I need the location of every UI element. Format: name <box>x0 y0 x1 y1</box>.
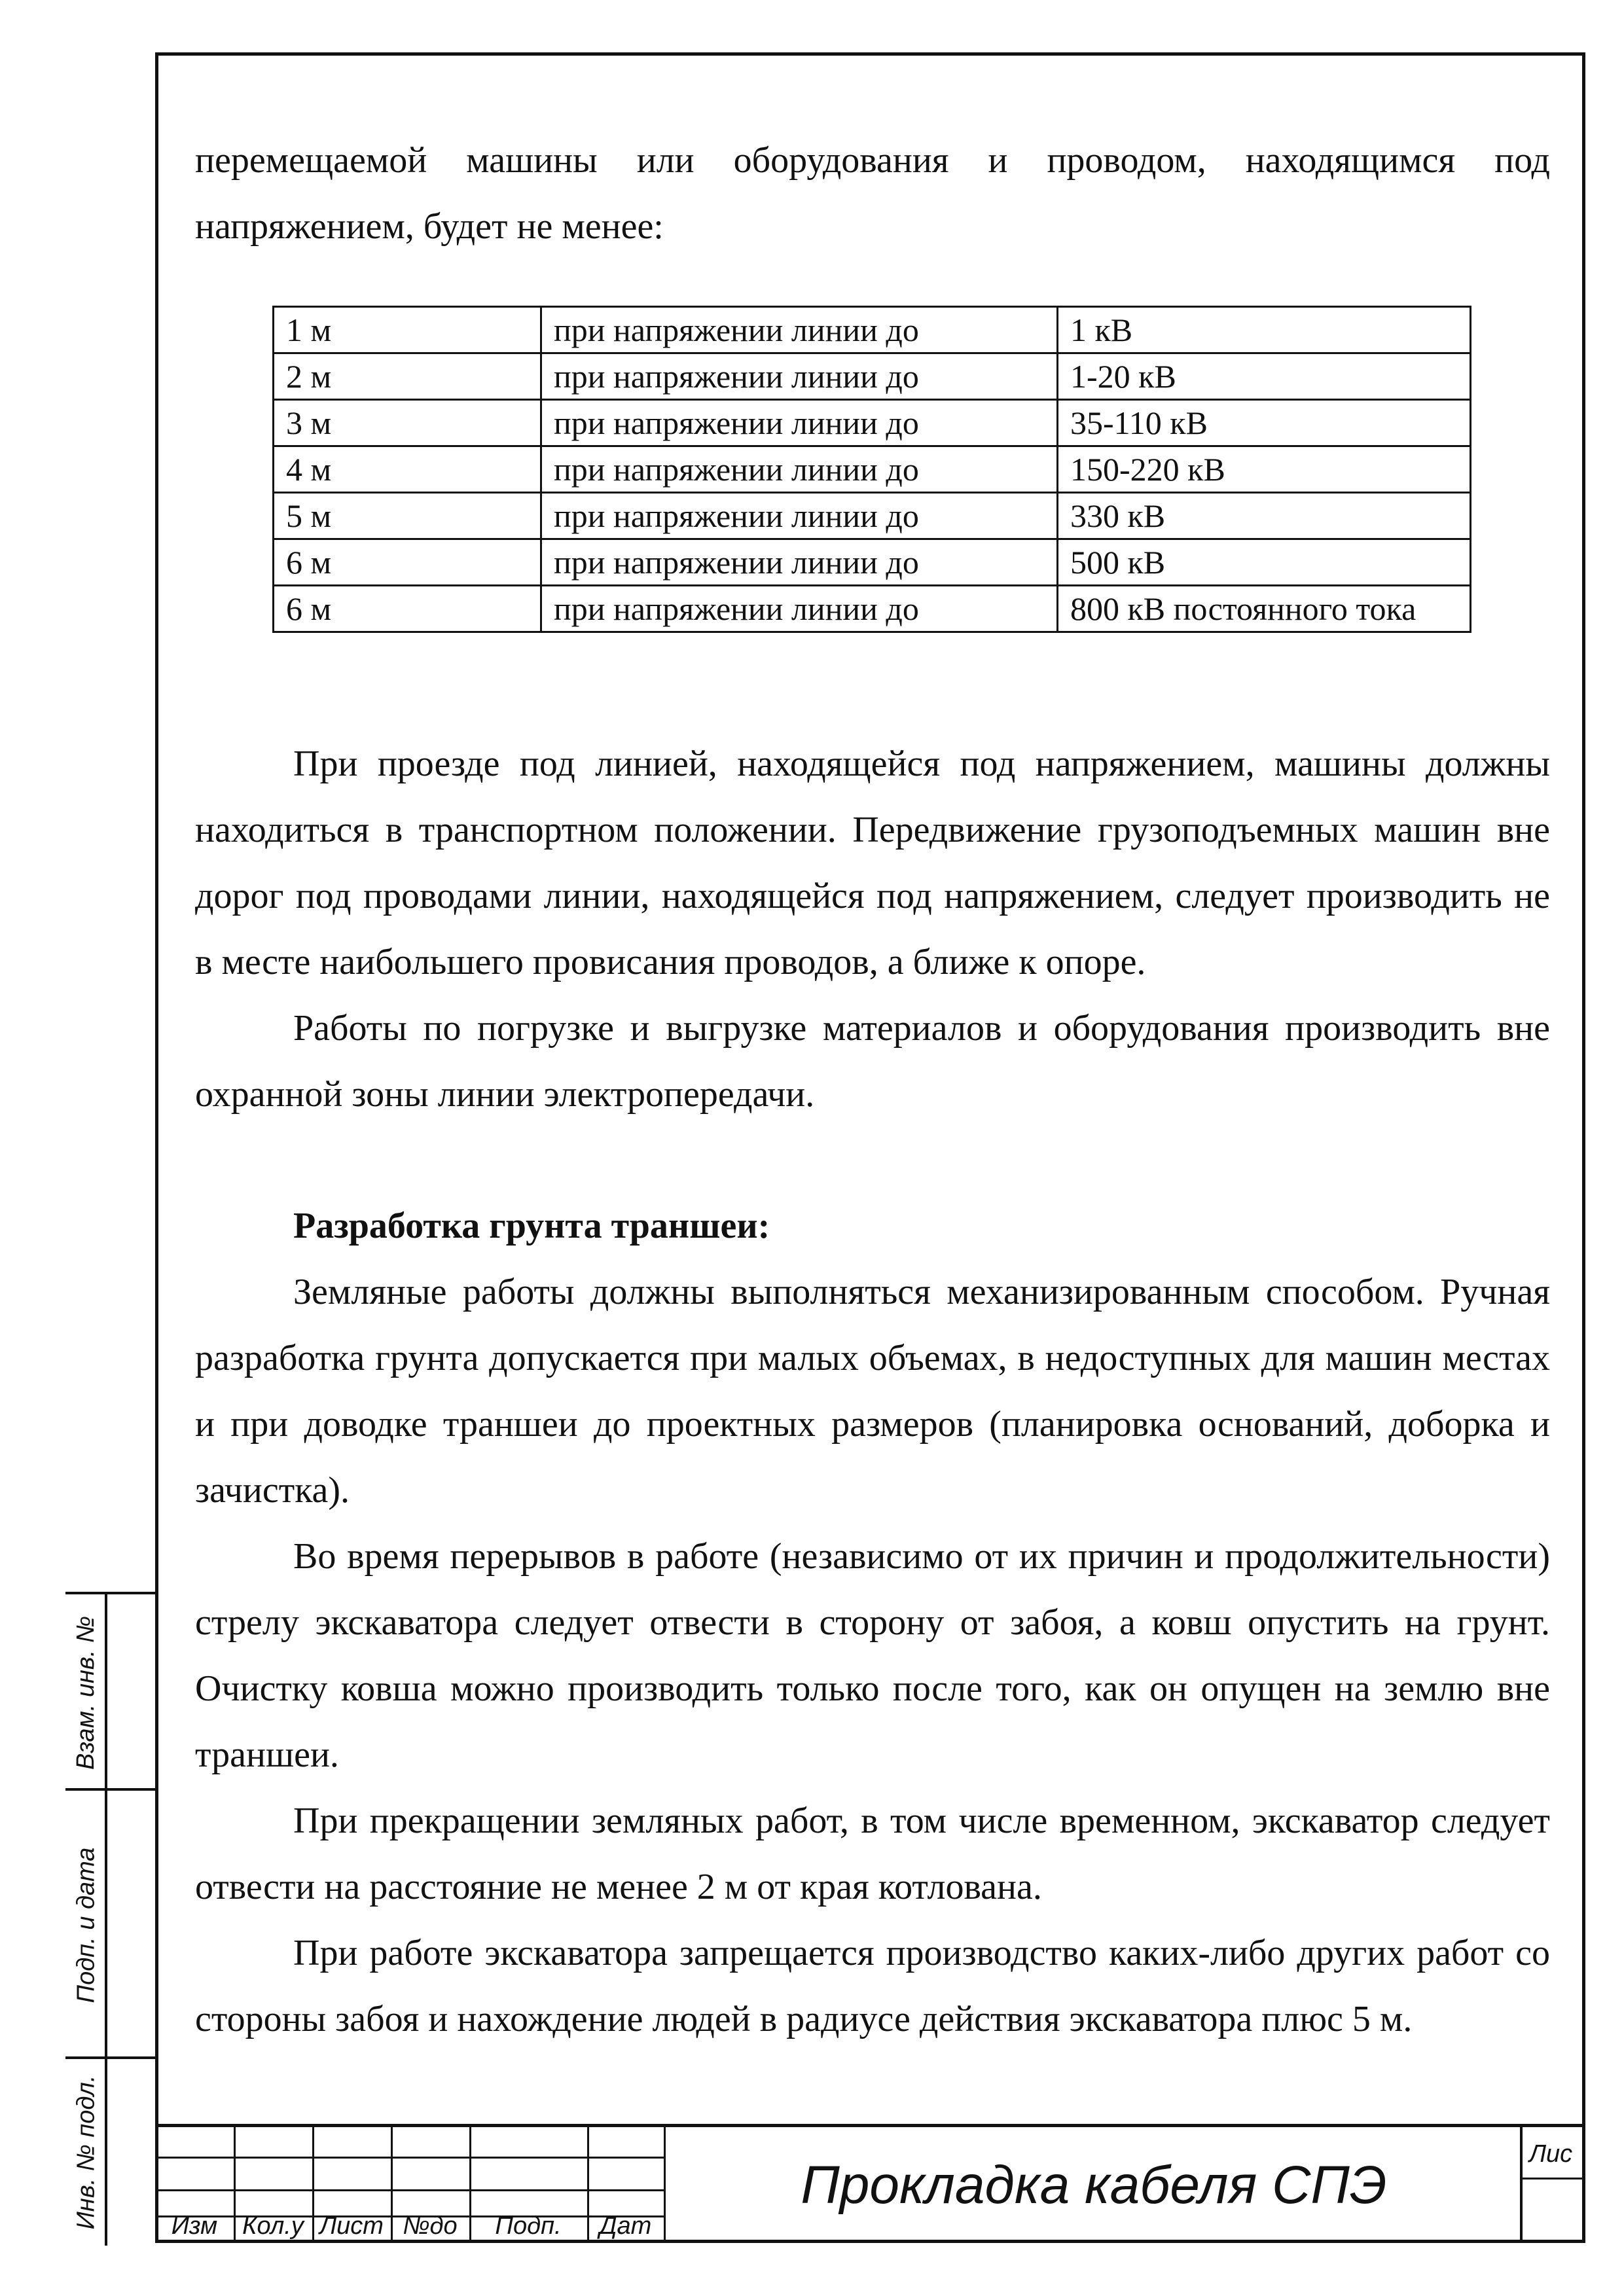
condition-cell: при напряжении линии до <box>541 493 1058 539</box>
table-row <box>274 446 1471 493</box>
title-block-grid <box>155 2127 666 2246</box>
side-label-ref: Взам. инв. № <box>72 1615 100 1770</box>
table-row <box>274 493 1471 539</box>
distance-cell: 6 м <box>274 539 541 586</box>
condition-cell: при напряжении линии до <box>541 307 1058 353</box>
table-row <box>274 400 1471 446</box>
voltage-cell: 1-20 кВ <box>1058 353 1471 400</box>
side-label-inv: Инв. № подл. <box>72 2075 100 2230</box>
col-label-izm: Изм <box>171 2212 218 2240</box>
condition-cell: при напряжении линии до <box>541 400 1058 446</box>
distance-cell: 1 м <box>274 307 541 353</box>
document-title: Прокладка кабеля СПЭ <box>801 2155 1387 2215</box>
voltage-cell: 330 кВ <box>1058 493 1471 539</box>
intro-paragraph: перемещаемой машины или оборудования и проводом, находящимся под напряжением, будет не менее: <box>195 140 1550 247</box>
paragraph-1: При проезде под линией, находящейся под напряжением, машины должны находиться в транспортном положении. Передвижение грузоподъемных машин вне дорог под проводами линии, находящейся под напряжением, следует производить не в месте наибольшего провисания проводов, а ближе к опоре. <box>195 744 1550 982</box>
table-row <box>274 586 1471 632</box>
sheet-divider <box>1523 2178 1585 2179</box>
distance-cell: 5 м <box>274 493 541 539</box>
col-label-sign: Подп. <box>495 2212 562 2240</box>
col-label-kolu: Кол.у <box>242 2212 304 2240</box>
voltage-cell: 500 кВ <box>1058 539 1471 586</box>
condition-cell: при напряжении линии до <box>541 586 1058 632</box>
table-row <box>274 539 1471 586</box>
table-row <box>274 307 1471 353</box>
condition-cell: при напряжении линии до <box>541 353 1058 400</box>
condition-cell: при напряжении линии до <box>541 539 1058 586</box>
condition-cell: при напряжении линии до <box>541 446 1058 493</box>
grid-row-line <box>155 2157 666 2159</box>
side-label-sign-date: Подп. и дата <box>72 1847 100 2003</box>
voltage-cell: 150-220 кВ <box>1058 446 1471 493</box>
distance-cell: 6 м <box>274 586 541 632</box>
voltage-distance-table <box>272 306 1471 633</box>
voltage-cell: 1 кВ <box>1058 307 1471 353</box>
document-body <box>195 128 1550 2053</box>
paragraph-2: Работы по погрузке и выгрузке материалов и оборудования производить вне охранной зоны линии электропередачи. <box>195 1008 1550 1115</box>
voltage-cell: 800 кВ постоянного тока <box>1058 586 1471 632</box>
title-block <box>155 2124 1585 2243</box>
col-label-doc: №до <box>403 2212 458 2240</box>
paragraph-6: При работе экскаватора запрещается производство каких-либо других работ со стороны забоя и нахождение людей в радиусе действия экскаватора плюс 5 м. <box>195 1933 1550 2039</box>
paragraph-5: При прекращении земляных работ, в том числе временном, экскаватор следует отвести на расстояние не менее 2 м от края котлована. <box>195 1801 1550 1907</box>
distance-cell: 4 м <box>274 446 541 493</box>
side-stamp <box>65 1592 155 2243</box>
table-row <box>274 353 1471 400</box>
paragraph-4: Во время перерывов в работе (независимо от их причин и продолжительности) стрелу экскаватора следует отвести в сторону от забоя, а ковш опустить на грунт. Очистку ковша можно производить только после того, как он опущен на землю вне траншеи. <box>195 1536 1550 1775</box>
sheet-number-box <box>1520 2127 1585 2243</box>
distance-cell: 2 м <box>274 353 541 400</box>
col-label-date: Дат <box>599 2212 652 2240</box>
voltage-cell: 35-110 кВ <box>1058 400 1471 446</box>
sheet-label: Лис <box>1529 2140 1573 2168</box>
section-heading: Разработка грунта траншеи: <box>293 1206 770 1246</box>
grid-row-line <box>155 2189 666 2191</box>
col-label-list: Лист <box>319 2212 384 2240</box>
distance-cell: 3 м <box>274 400 541 446</box>
paragraph-3: Земляные работы должны выполняться механизированным способом. Ручная разработка грунта допускается при малых объемах, в недоступных для машин местах и при доводке траншеи до проектных размеров (планировка оснований, доборка и зачистка). <box>195 1272 1550 1511</box>
grid-col-line <box>664 2127 666 2243</box>
